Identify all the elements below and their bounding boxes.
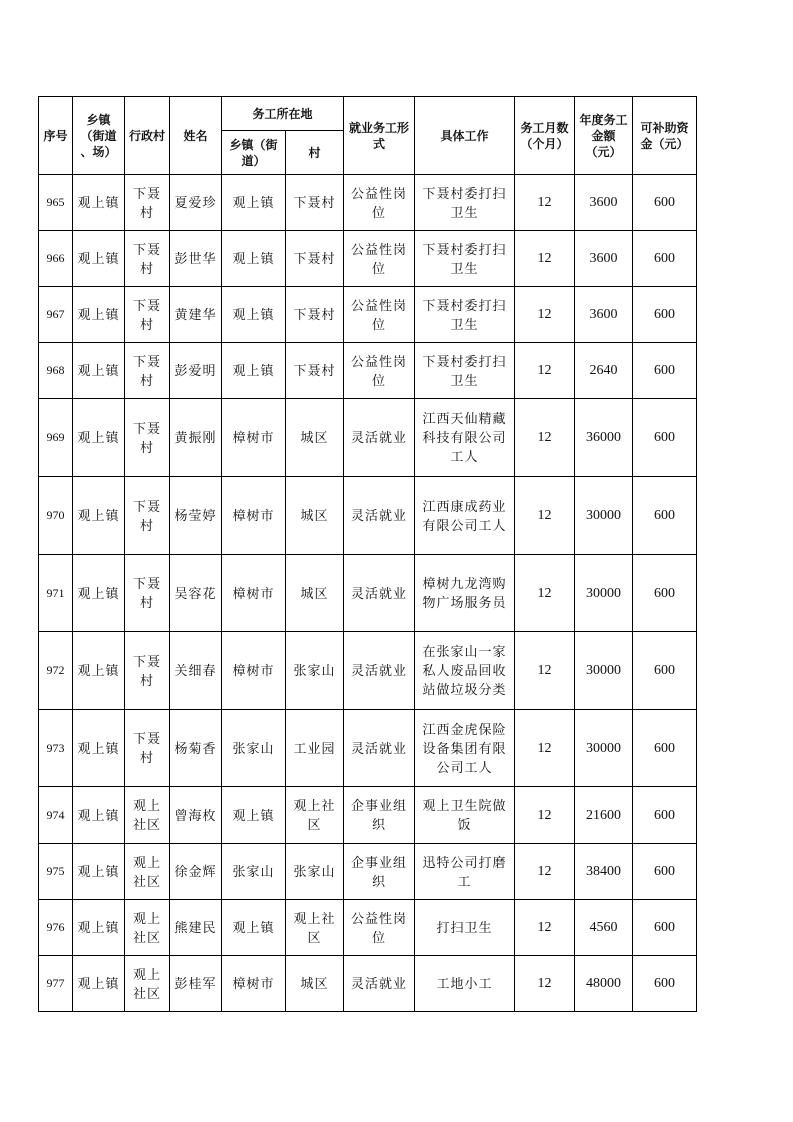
cell-township: 观上镇 — [73, 343, 125, 399]
cell-months: 12 — [515, 175, 575, 231]
cell-seq: 977 — [39, 956, 73, 1012]
cell-annual-income: 30000 — [575, 632, 633, 710]
cell-job: 迅特公司打磨工 — [415, 844, 515, 900]
cell-name: 徐金辉 — [170, 844, 222, 900]
cell-township: 观上镇 — [73, 555, 125, 632]
cell-seq: 969 — [39, 399, 73, 477]
cell-name: 黄振刚 — [170, 399, 222, 477]
cell-seq: 976 — [39, 900, 73, 956]
header-township: 乡镇 （街道 、场） — [73, 97, 125, 175]
cell-job: 下聂村委打扫卫生 — [415, 231, 515, 287]
cell-annual-income: 3600 — [575, 175, 633, 231]
cell-name: 彭世华 — [170, 231, 222, 287]
cell-seq: 974 — [39, 787, 73, 844]
cell-job: 江西康成药业有限公司工人 — [415, 477, 515, 555]
cell-seq: 973 — [39, 710, 73, 787]
table-row — [39, 477, 697, 555]
cell-months: 12 — [515, 343, 575, 399]
cell-work-township: 张家山 — [222, 844, 286, 900]
cell-subsidy: 600 — [633, 787, 697, 844]
header-months: 务工月数 （个月） — [515, 97, 575, 175]
cell-job: 观上卫生院做饭 — [415, 787, 515, 844]
cell-subsidy: 600 — [633, 399, 697, 477]
cell-annual-income: 3600 — [575, 287, 633, 343]
cell-work-township: 观上镇 — [222, 900, 286, 956]
cell-annual-income: 38400 — [575, 844, 633, 900]
table-row — [39, 555, 697, 632]
header-row-1 — [39, 97, 697, 131]
cell-job: 樟树九龙湾购物广场服务员 — [415, 555, 515, 632]
cell-township: 观上镇 — [73, 175, 125, 231]
table-row — [39, 175, 697, 231]
cell-work-village: 张家山 — [286, 844, 344, 900]
cell-annual-income: 21600 — [575, 787, 633, 844]
cell-village: 下聂村 — [125, 287, 170, 343]
cell-village: 下聂村 — [125, 632, 170, 710]
table-row — [39, 231, 697, 287]
cell-township: 观上镇 — [73, 477, 125, 555]
cell-seq: 972 — [39, 632, 73, 710]
cell-annual-income: 30000 — [575, 710, 633, 787]
cell-months: 12 — [515, 787, 575, 844]
cell-employment-form: 灵活就业 — [344, 956, 415, 1012]
cell-subsidy: 600 — [633, 175, 697, 231]
cell-township: 观上镇 — [73, 900, 125, 956]
cell-job: 工地小工 — [415, 956, 515, 1012]
cell-work-township: 樟树市 — [222, 632, 286, 710]
cell-subsidy: 600 — [633, 710, 697, 787]
cell-seq: 965 — [39, 175, 73, 231]
cell-name: 吴容花 — [170, 555, 222, 632]
cell-name: 夏爱珍 — [170, 175, 222, 231]
cell-village: 下聂村 — [125, 343, 170, 399]
table-row — [39, 399, 697, 477]
header-employment-form: 就业务工形 式 — [344, 97, 415, 175]
cell-seq: 971 — [39, 555, 73, 632]
cell-subsidy: 600 — [633, 231, 697, 287]
cell-seq: 970 — [39, 477, 73, 555]
cell-annual-income: 4560 — [575, 900, 633, 956]
table-row — [39, 343, 697, 399]
cell-work-village: 张家山 — [286, 632, 344, 710]
header-work-township: 乡镇（街 道） — [222, 131, 286, 175]
cell-work-township: 樟树市 — [222, 555, 286, 632]
cell-job: 下聂村委打扫卫生 — [415, 343, 515, 399]
cell-employment-form: 灵活就业 — [344, 399, 415, 477]
cell-name: 曾海枚 — [170, 787, 222, 844]
table-row — [39, 900, 697, 956]
cell-annual-income: 3600 — [575, 231, 633, 287]
table-row — [39, 710, 697, 787]
header-work-location: 务工所在地 — [222, 97, 344, 131]
cell-job: 在张家山一家私人废品回收站做垃圾分类 — [415, 632, 515, 710]
cell-months: 12 — [515, 399, 575, 477]
cell-village: 下聂村 — [125, 175, 170, 231]
table-row — [39, 844, 697, 900]
cell-work-village: 下聂村 — [286, 231, 344, 287]
cell-employment-form: 企事业组织 — [344, 787, 415, 844]
cell-work-village: 下聂村 — [286, 175, 344, 231]
cell-employment-form: 公益性岗位 — [344, 900, 415, 956]
header-village: 行政村 — [125, 97, 170, 175]
cell-months: 12 — [515, 710, 575, 787]
cell-work-village: 城区 — [286, 555, 344, 632]
cell-job: 下聂村委打扫卫生 — [415, 287, 515, 343]
cell-months: 12 — [515, 555, 575, 632]
cell-months: 12 — [515, 844, 575, 900]
header-job: 具体工作 — [415, 97, 515, 175]
cell-work-township: 樟树市 — [222, 399, 286, 477]
cell-months: 12 — [515, 477, 575, 555]
cell-village: 下聂村 — [125, 231, 170, 287]
cell-seq: 967 — [39, 287, 73, 343]
cell-annual-income: 30000 — [575, 477, 633, 555]
cell-work-township: 观上镇 — [222, 287, 286, 343]
cell-name: 杨菊香 — [170, 710, 222, 787]
cell-village: 观上社区 — [125, 900, 170, 956]
cell-employment-form: 公益性岗位 — [344, 231, 415, 287]
cell-name: 关细春 — [170, 632, 222, 710]
cell-township: 观上镇 — [73, 710, 125, 787]
cell-subsidy: 600 — [633, 900, 697, 956]
header-work-village: 村 — [286, 131, 344, 175]
table-body — [39, 175, 697, 1012]
subsidy-table — [38, 96, 697, 1012]
cell-work-village: 城区 — [286, 477, 344, 555]
cell-employment-form: 灵活就业 — [344, 710, 415, 787]
cell-work-township: 观上镇 — [222, 787, 286, 844]
cell-months: 12 — [515, 231, 575, 287]
cell-village: 观上社区 — [125, 844, 170, 900]
cell-job: 江西金虎保险设备集团有限公司工人 — [415, 710, 515, 787]
header-subsidy: 可补助资 金（元） — [633, 97, 697, 175]
cell-village: 观上社区 — [125, 787, 170, 844]
cell-work-village: 观上社区 — [286, 787, 344, 844]
cell-subsidy: 600 — [633, 844, 697, 900]
cell-job: 江西天仙精藏科技有限公司工人 — [415, 399, 515, 477]
cell-months: 12 — [515, 900, 575, 956]
table-header — [39, 97, 697, 175]
cell-work-village: 城区 — [286, 399, 344, 477]
cell-months: 12 — [515, 632, 575, 710]
cell-months: 12 — [515, 287, 575, 343]
cell-seq: 968 — [39, 343, 73, 399]
header-seq: 序号 — [39, 97, 73, 175]
cell-township: 观上镇 — [73, 844, 125, 900]
cell-work-township: 樟树市 — [222, 956, 286, 1012]
cell-annual-income: 36000 — [575, 399, 633, 477]
cell-months: 12 — [515, 956, 575, 1012]
table-row — [39, 956, 697, 1012]
cell-township: 观上镇 — [73, 399, 125, 477]
cell-work-village: 下聂村 — [286, 343, 344, 399]
cell-work-township: 张家山 — [222, 710, 286, 787]
cell-employment-form: 公益性岗位 — [344, 287, 415, 343]
cell-village: 下聂村 — [125, 399, 170, 477]
cell-job: 打扫卫生 — [415, 900, 515, 956]
cell-name: 杨莹婷 — [170, 477, 222, 555]
table-row — [39, 287, 697, 343]
cell-work-township: 观上镇 — [222, 231, 286, 287]
cell-work-village: 观上社区 — [286, 900, 344, 956]
header-annual-income: 年度务工 金额 （元） — [575, 97, 633, 175]
cell-annual-income: 2640 — [575, 343, 633, 399]
cell-name: 彭桂军 — [170, 956, 222, 1012]
cell-name: 黄建华 — [170, 287, 222, 343]
cell-work-village: 工业园 — [286, 710, 344, 787]
cell-seq: 975 — [39, 844, 73, 900]
cell-subsidy: 600 — [633, 956, 697, 1012]
cell-name: 彭爱明 — [170, 343, 222, 399]
table-row — [39, 632, 697, 710]
cell-seq: 966 — [39, 231, 73, 287]
cell-township: 观上镇 — [73, 956, 125, 1012]
cell-employment-form: 灵活就业 — [344, 477, 415, 555]
cell-work-township: 樟树市 — [222, 477, 286, 555]
cell-employment-form: 灵活就业 — [344, 555, 415, 632]
table-row — [39, 787, 697, 844]
cell-township: 观上镇 — [73, 231, 125, 287]
cell-work-village: 下聂村 — [286, 287, 344, 343]
cell-work-township: 观上镇 — [222, 343, 286, 399]
cell-village: 下聂村 — [125, 710, 170, 787]
cell-work-township: 观上镇 — [222, 175, 286, 231]
cell-employment-form: 公益性岗位 — [344, 343, 415, 399]
cell-name: 熊建民 — [170, 900, 222, 956]
header-name: 姓名 — [170, 97, 222, 175]
cell-township: 观上镇 — [73, 287, 125, 343]
cell-job: 下聂村委打扫卫生 — [415, 175, 515, 231]
cell-township: 观上镇 — [73, 632, 125, 710]
cell-subsidy: 600 — [633, 287, 697, 343]
cell-subsidy: 600 — [633, 632, 697, 710]
cell-village: 下聂村 — [125, 477, 170, 555]
cell-township: 观上镇 — [73, 787, 125, 844]
cell-employment-form: 企事业组织 — [344, 844, 415, 900]
cell-subsidy: 600 — [633, 555, 697, 632]
cell-subsidy: 600 — [633, 343, 697, 399]
cell-employment-form: 灵活就业 — [344, 632, 415, 710]
cell-employment-form: 公益性岗位 — [344, 175, 415, 231]
cell-annual-income: 48000 — [575, 956, 633, 1012]
cell-village: 下聂村 — [125, 555, 170, 632]
cell-village: 观上社区 — [125, 956, 170, 1012]
cell-subsidy: 600 — [633, 477, 697, 555]
cell-annual-income: 30000 — [575, 555, 633, 632]
cell-work-village: 城区 — [286, 956, 344, 1012]
